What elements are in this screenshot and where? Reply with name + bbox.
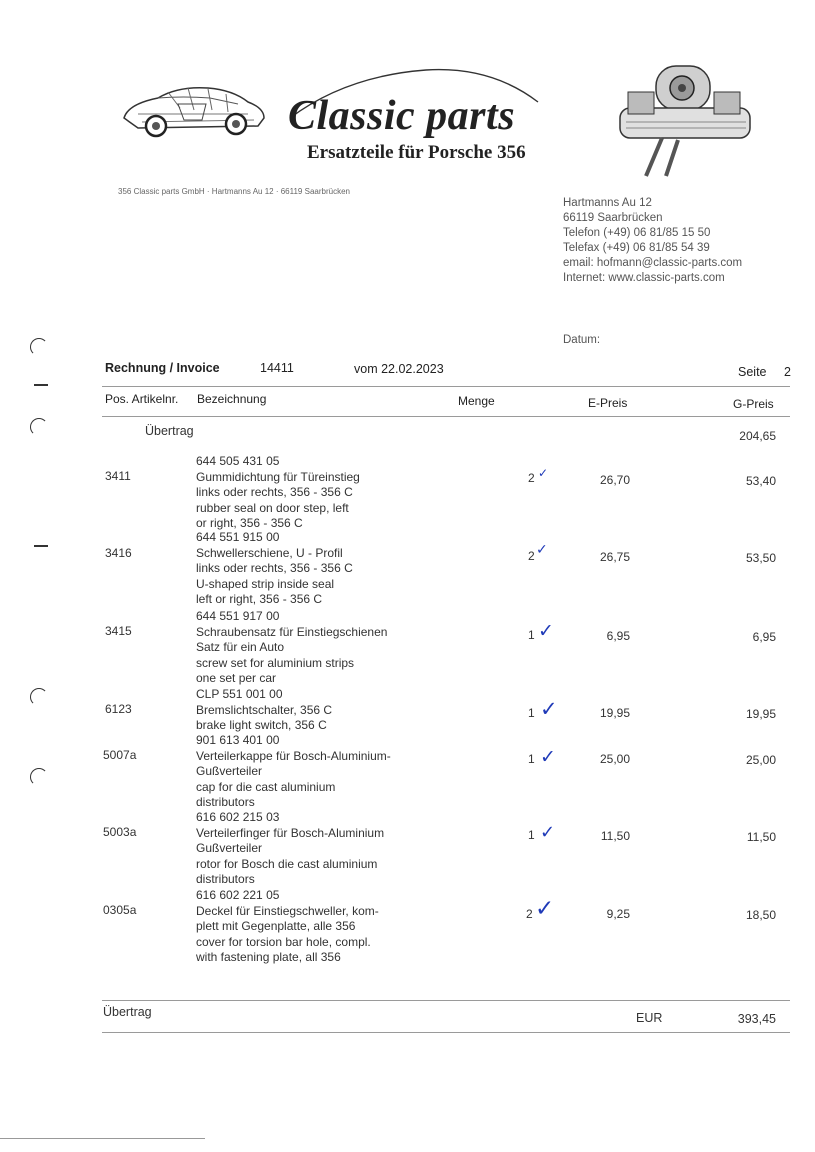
company-contact-block (563, 196, 742, 286)
item-total-price: 25,00 (745, 753, 776, 767)
item-qty: 2 (528, 471, 535, 485)
contact-website: Internet: www.classic-parts.com (563, 272, 725, 284)
brand-logo-text: Classic parts (288, 93, 516, 139)
car-illustration (118, 74, 270, 148)
item-unit-price: 26,70 (599, 473, 630, 487)
col-menge: Menge (458, 394, 495, 408)
col-bezeichnung: Bezeichnung (197, 392, 267, 406)
item-description (196, 888, 379, 966)
item-pos: 0305a (103, 903, 137, 917)
item-article-no: 644 551 915 00 (196, 530, 280, 544)
item-qty: 1 (528, 752, 535, 766)
item-description (196, 609, 387, 687)
contact-email: email: hofmann@classic-parts.com (563, 257, 743, 269)
item-desc-line: with fastening plate, all 356 (196, 950, 341, 964)
item-description (196, 810, 384, 888)
check-mark-icon: ✓ (536, 542, 548, 558)
item-desc-line: Schraubensatz für Einstiegschienen (196, 624, 388, 639)
item-description (196, 687, 332, 734)
item-unit-price: 11,50 (600, 829, 630, 843)
item-qty: 1 (528, 828, 535, 842)
item-pos: 6123 (105, 702, 132, 716)
item-desc-line: plett mit Gegenplatte, alle 356 (196, 919, 356, 933)
item-total-price: 53,40 (745, 474, 776, 488)
item-desc-line: Verteilerkappe für Bosch-Aluminium- (196, 748, 391, 763)
item-article-no: 616 602 221 05 (196, 888, 280, 902)
item-unit-price: 6,95 (606, 629, 630, 643)
item-total-price: 18,50 (745, 908, 776, 922)
header-rule-top (102, 386, 790, 387)
invoice-number: 14411 (260, 361, 294, 375)
col-pos-artikelnr: Pos. Artikelnr. (105, 392, 179, 406)
item-desc-line: Gußverteiler (196, 764, 263, 778)
item-desc-line: Verteilerfinger für Bosch-Aluminium (196, 825, 385, 840)
item-desc-line: Deckel für Einstiegschweller, kom- (196, 903, 379, 918)
item-desc-line: left or right, 356 - 356 C (196, 592, 323, 606)
item-total-price: 11,50 (746, 830, 776, 844)
check-mark-icon: ✓ (540, 697, 558, 721)
item-description (196, 733, 391, 811)
item-desc-line: cap for die cast aluminium (196, 779, 336, 794)
item-desc-line: Gußverteiler (196, 841, 263, 855)
item-desc-line: rotor for Bosch die cast aluminium (196, 856, 378, 871)
page-label: Seite (738, 365, 767, 379)
item-total-price: 53,50 (745, 551, 776, 565)
item-article-no: 644 505 431 05 (196, 454, 280, 468)
item-unit-price: 26,75 (599, 550, 630, 564)
check-mark-icon: ✓ (538, 620, 554, 642)
sender-address-line: 356 Classic parts GmbH · Hartmanns Au 12 · 66119 Saarbrücken (118, 187, 350, 196)
item-desc-line: Schwellerschiene, U - Profil (196, 545, 343, 560)
check-mark-icon: ✓ (540, 822, 556, 843)
item-article-no: 901 613 401 00 (196, 733, 280, 747)
item-desc-line: or right, 356 - 356 C (196, 516, 303, 530)
item-desc-line: distributors (196, 795, 255, 809)
item-qty: 1 (528, 706, 535, 720)
carry-in-label: Übertrag (145, 424, 194, 438)
header-rule-bottom (102, 416, 790, 417)
item-desc-line: brake light switch, 356 C (196, 718, 327, 732)
invoice-label: Rechnung / Invoice (105, 361, 220, 375)
item-desc-line: one set per car (196, 671, 277, 685)
engine-illustration (606, 52, 766, 182)
item-article-no: 616 602 215 03 (196, 810, 280, 824)
check-mark-icon: ✓ (535, 896, 555, 922)
item-desc-line: rubber seal on door step, left (196, 500, 349, 515)
item-desc-line: links oder rechts, 356 - 356 C (196, 485, 353, 499)
punch-hole-mark (30, 338, 48, 356)
contact-fax: Telefax (+49) 06 81/85 54 39 (563, 242, 710, 254)
fold-mark (34, 384, 48, 386)
item-pos: 3415 (105, 624, 132, 638)
check-mark-icon: ✓ (538, 466, 549, 480)
item-pos: 3416 (105, 546, 132, 560)
item-article-no: CLP 551 001 00 (196, 687, 283, 701)
punch-hole-mark (30, 688, 48, 706)
contact-street: Hartmanns Au 12 (563, 197, 652, 209)
item-pos: 5003a (103, 825, 137, 839)
item-description (196, 530, 353, 608)
item-pos: 3411 (105, 469, 131, 483)
item-desc-line: Bremslichtschalter, 356 C (196, 702, 333, 717)
date-label: Datum: (563, 334, 601, 346)
scan-edge-line (0, 1138, 205, 1139)
item-unit-price: 9,25 (606, 907, 630, 921)
item-desc-line: U-shaped strip inside seal (196, 576, 335, 591)
item-pos: 5007a (103, 748, 137, 762)
fold-mark (34, 545, 48, 547)
invoice-date: vom 22.02.2023 (354, 362, 444, 376)
col-g-preis: G-Preis (733, 397, 774, 411)
item-article-no: 644 551 917 00 (196, 609, 280, 623)
item-desc-line: links oder rechts, 356 - 356 C (196, 561, 353, 575)
item-desc-line: screw set for aluminium strips (196, 655, 355, 670)
item-unit-price: 19,95 (599, 706, 630, 720)
item-qty: 2 (528, 549, 535, 563)
item-desc-line: distributors (196, 872, 255, 886)
col-e-preis: E-Preis (588, 396, 628, 410)
contact-city: 66119 Saarbrücken (563, 212, 663, 224)
item-description (196, 454, 360, 532)
item-qty: 1 (528, 628, 535, 642)
carry-out-total: 393,45 (737, 1012, 776, 1026)
item-qty: 2 (526, 907, 533, 921)
footer-rule-top (102, 1000, 790, 1001)
item-desc-line: cover for torsion bar hole, compl. (196, 934, 371, 949)
carry-in-value: 204,65 (739, 429, 776, 443)
carry-out-label: Übertrag (103, 1005, 152, 1019)
currency-label: EUR (636, 1011, 663, 1025)
item-desc-line: Satz für ein Auto (196, 640, 285, 654)
item-desc-line: Gummidichtung für Türeinstieg (196, 469, 360, 484)
check-mark-icon: ✓ (540, 746, 556, 768)
punch-hole-mark (30, 768, 48, 786)
footer-rule-bottom (102, 1032, 790, 1033)
item-unit-price: 25,00 (599, 752, 630, 766)
punch-hole-mark (30, 418, 48, 436)
item-total-price: 19,95 (745, 707, 776, 721)
item-total-price: 6,95 (752, 630, 776, 644)
page-number: 2 (784, 365, 791, 379)
brand-subtitle: Ersatzteile für Porsche 356 (307, 142, 526, 163)
contact-phone: Telefon (+49) 06 81/85 15 50 (563, 227, 711, 239)
